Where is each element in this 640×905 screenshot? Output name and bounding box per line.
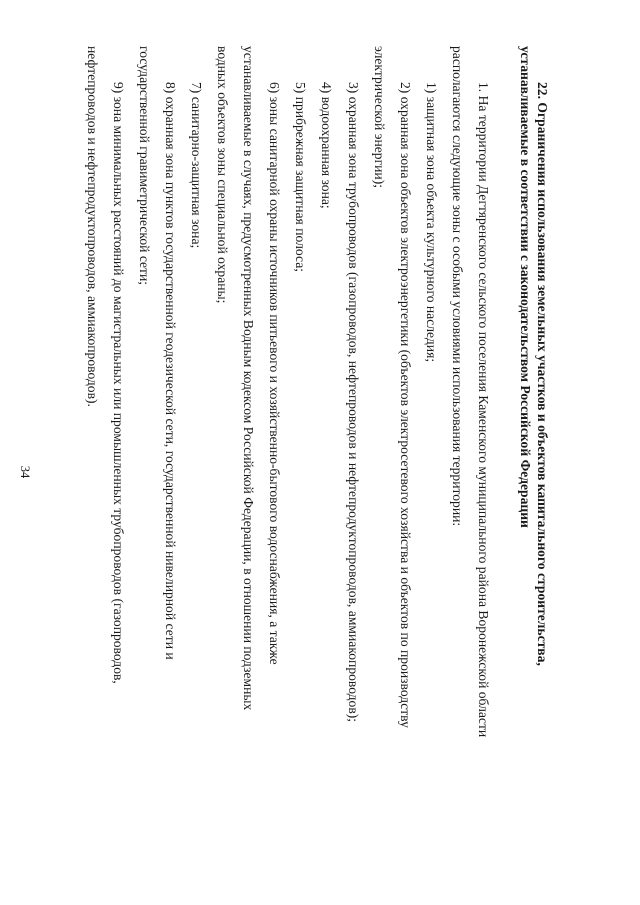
list-item-5: 5) прибрежная защитная полоса; <box>293 82 309 273</box>
list-item-9-cont: нефтепроводов и нефтепродуктопроводов, аммиакопроводов). <box>84 46 100 407</box>
list-item-6-cont: устанавливаемые в случаях, предусмотренных Водным кодексом Российской Федерации, в отношении подземных <box>241 46 257 711</box>
intro-paragraph-lead: 1. На территории Дегтяренского сельского поселения Каменского муниципального района Воронежской области <box>476 82 491 738</box>
document-body <box>81 46 551 866</box>
section-heading-line2: устанавливаемые в соответствии с законодательством Российской Федерации <box>518 46 533 528</box>
page-number: 34 <box>18 465 32 479</box>
list-item-3: 3) охранная зона трубопроводов (газопроводов, нефтепроводов и нефтепродуктопроводов, аммиакопроводов); <box>345 82 361 723</box>
section-heading <box>517 46 551 866</box>
section-heading-line1: Ограничения использования земельных участков и объектов капитального строительства, <box>535 102 550 666</box>
list-item-8: 8) охранная зона пунктов государственной геодезической сети, государственной нивелирной сети и <box>162 82 178 660</box>
list-item-6-cont2: водных объектов зоны специальной охраны; <box>215 46 231 304</box>
list-item-7: 7) санитарно-защитная зона; <box>188 82 204 249</box>
list-item-2: 2) охранная зона объектов электроэнергетики (объектов электросетевого хозяйства и объектов по производству <box>397 82 413 728</box>
list-item-9: 9) зона минимальных расстояний до магистральных или промышленных трубопроводов (газопроводов, <box>110 82 126 684</box>
intro-paragraph-rest: располагаются следующие зоны с особыми условиями использования территории: <box>449 46 465 527</box>
list-item-6: 6) зоны санитарной охраны источников питьевого и хозяйственно-бытового водоснабжения, а также <box>267 82 283 665</box>
list-item-4: 4) водоохранная зона; <box>319 82 335 209</box>
list-item-8-cont: государственной гравиметрической сети; <box>136 46 152 286</box>
list-item-1: 1) защитная зона объекта культурного наследия; <box>423 82 439 363</box>
list-item-2-cont: электрической энергии); <box>371 46 387 189</box>
section-number: 22. <box>535 82 550 99</box>
